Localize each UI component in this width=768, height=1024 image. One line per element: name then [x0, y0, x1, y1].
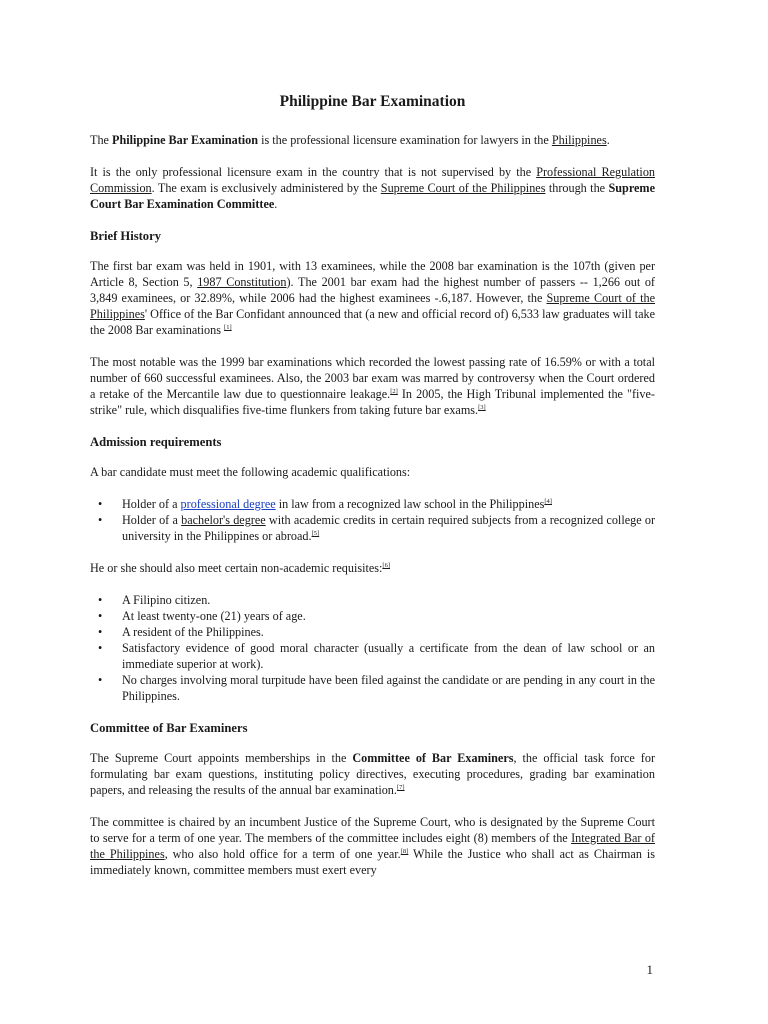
list-item	[112, 512, 655, 544]
intro-paragraph-1	[90, 132, 655, 148]
admission-heading: Admission requirements	[90, 435, 222, 449]
text: in law from a recognized law school in the Philippines	[275, 497, 545, 511]
text: .	[274, 197, 278, 211]
text: While the Justice who shall act as Chairman is immediately known, committee members must exert every	[90, 847, 655, 877]
supreme-court-link[interactable]: Supreme Court of the Philippines	[380, 181, 546, 195]
page-number: 1	[646, 962, 653, 977]
intro-paragraph-2	[90, 164, 655, 212]
prc-link[interactable]: Professional Regulation Commission	[90, 165, 656, 195]
nonacademic-lead	[90, 560, 655, 576]
bold-term: Supreme Court Bar Examination Committee	[90, 181, 655, 211]
text: It is the only professional licensure exam in the country that is not supervised by the	[90, 165, 537, 179]
footnote-ref[interactable]: [3]	[478, 404, 486, 411]
footnote-ref[interactable]: [6]	[382, 562, 390, 569]
text: Holder of a	[122, 513, 182, 527]
text: ' Office of the Bar Confidant announced that (a new and official record of) 6,533 law graduates will take the 2008 Bar examinations	[90, 307, 655, 337]
admission-lead: A bar candidate must meet the following academic qualifications:	[90, 465, 411, 479]
text: The first bar exam was held in 1901, with 13 examinees, while the 2008 bar examination is the 107th (given per Article 8, Section 5,	[90, 259, 655, 289]
ibp-link[interactable]: Integrated Bar of the Philippines	[90, 831, 655, 861]
text: The	[90, 133, 112, 147]
history-paragraph-2	[90, 354, 655, 418]
text: In 2005, the High Tribunal implemented the "five-strike" rule, which disqualifies five-time flunkers from taking future bar exams.	[90, 387, 655, 417]
academic-list	[90, 496, 655, 544]
list-item: • A Filipino citizen.	[112, 592, 655, 608]
committee-paragraph-2	[90, 814, 655, 878]
text: Holder of a	[122, 497, 181, 511]
footnote-ref[interactable]: [5]	[311, 530, 320, 537]
bold-term: Philippine Bar Examination	[112, 133, 259, 147]
list-item: • A resident of the Philippines.	[112, 624, 655, 640]
footnote-ref[interactable]: [8]	[400, 848, 409, 855]
text: through the	[545, 181, 609, 195]
text: , the official task force for formulating bar exam questions, instituting policy directives, executing procedures, grading bar examination papers, and releasing the results of the annual bar examination.	[90, 751, 656, 797]
list-item: • Satisfactory evidence of good moral character (usually a certificate from the dean of law school or an immediate superior at work).	[112, 640, 655, 672]
text: The Supreme Court appoints memberships in the	[90, 751, 353, 765]
text: . The exam is exclusively administered by the	[151, 181, 381, 195]
text: ). The 2001 bar exam had the highest number of passers -- 1,266 out of 3,849 examinees, or 32.89%, while 2006 had the highest examinees -.6,187. However, the	[90, 275, 655, 305]
list-item: • No charges involving moral turpitude have been filed against the candidate or are pending in any court in the Philippines.	[112, 672, 655, 704]
page-title: Philippine Bar Examination	[279, 93, 466, 110]
committee-heading: Committee of Bar Examiners	[90, 721, 248, 735]
bachelors-degree-link[interactable]: bachelor's degree	[181, 513, 266, 527]
text: He or she should also meet certain non-academic requisites:	[90, 561, 383, 575]
text: The committee is chaired by an incumbent Justice of the Supreme Court, who is designated by the Supreme Court to serve for a term of one year. The members of the committee includes eight (8) members of the	[90, 815, 655, 845]
committee-paragraph-1	[90, 750, 655, 798]
text: The most notable was the 1999 bar examinations which recorded the lowest passing rate of 16.59% or with a total number of 660 successful examinees. Also, the 2003 bar exam was marred by controversy when the Court ordered a retake of the Mercantile law due to questionnaire leakage.	[90, 355, 655, 401]
supreme-court-link[interactable]: Supreme Court of the Philippines	[90, 291, 655, 321]
document-page	[90, 92, 655, 894]
list-item: • At least twenty-one (21) years of age.	[112, 608, 655, 624]
footnote-ref[interactable]: [7]	[396, 784, 405, 791]
history-paragraph-1	[90, 258, 655, 338]
bold-term: Committee of Bar Examiners	[352, 751, 514, 765]
nonacademic-list	[90, 592, 655, 704]
history-heading: Brief History	[90, 229, 161, 243]
footnote-ref[interactable]: [4]	[544, 498, 552, 505]
list-item	[112, 496, 655, 512]
text: .	[606, 133, 610, 147]
footnote-ref[interactable]: [1]	[224, 324, 232, 331]
footnote-ref[interactable]: [2]	[390, 388, 398, 395]
constitution-link[interactable]: 1987 Constitution	[197, 275, 287, 289]
text: with academic credits in certain required subjects from a recognized college or university in the Philippines or abroad.	[122, 513, 656, 543]
text: , who also hold office for a term of one year.	[164, 847, 401, 861]
professional-degree-link[interactable]: professional degree	[180, 497, 276, 511]
text: is the professional licensure examination for lawyers in the	[258, 133, 552, 147]
philippines-link[interactable]: Philippines	[551, 133, 607, 147]
